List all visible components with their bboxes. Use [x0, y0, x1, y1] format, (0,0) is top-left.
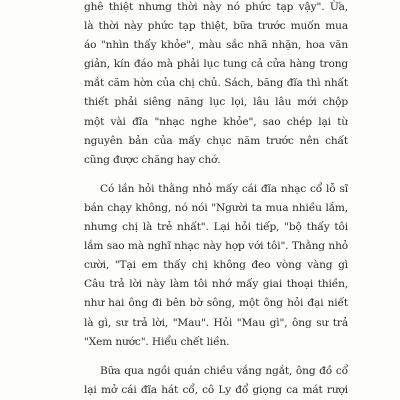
text-line: nhưng chị là trẻ nhất". Lại hỏi tiếp, "bộ thấy tôi	[84, 221, 348, 234]
text-line: là gì, sư trả lời, "Mau". Hỏi "Mau gì", ông sư trả	[84, 316, 348, 329]
text-line: ghê thiệt nhưng thời này nó phức tạp vậy". Ừa,	[84, 1, 348, 13]
text-line: một vài đĩa "nhạc nghe khỏe", sao chép lại từ	[84, 115, 348, 128]
text-line: Câu trả lời này làm tôi nhớ mấy giai thoại thiền,	[84, 278, 348, 291]
text-line-first: Có lần hỏi thằng nhỏ mấy cái đĩa nhạc cổ lỗ sĩ	[100, 182, 348, 195]
text-line-last: cũng được chăng hay chớ.	[84, 153, 221, 166]
text-line: như hai ông đi bên bờ sông, một ông hỏi đại niết	[84, 297, 348, 310]
text-line: lắm sao mà nghĩ nhạc này hợp với tôi". Thằng nhỏ	[84, 240, 348, 253]
text-line: thiết phải siêng năng lục lọi, lâu lâu mới chộp	[84, 96, 348, 109]
text-line-first: Bữa qua ngồi quán chiều vắng ngắt, ông đồ cổ	[100, 364, 348, 377]
text-line: áo "nhìn thấy khỏe", màu sắc nhã nhặn, hoa văn	[84, 39, 348, 52]
text-line: cười, "Tại em thấy chị không đeo vòng vàng gì	[84, 259, 348, 272]
text-line-last: "Xem nước". Hiểu chết liền.	[84, 335, 230, 348]
paragraph-gap	[84, 352, 348, 362]
paragraph-2	[84, 180, 348, 352]
text-line: giản, kín đáo mà phải lục tung cả cửa hàng trong	[84, 58, 348, 71]
text-line: bán chạy không, nó nói "Người ta mua nhiều lắm,	[84, 201, 348, 214]
paragraph-gap	[84, 170, 348, 180]
text-line: lại mở cái đĩa hát cổ, cô Ly đổ giọng ca mát rượi	[84, 383, 348, 396]
text-line: là thời này phức tạp thiệt, bữa trước muốn mua	[84, 20, 348, 33]
paragraph-1	[84, 0, 348, 170]
text-line: nguyên bản của mấy chục năm trước nên chất	[84, 134, 348, 147]
paragraph-3	[84, 362, 348, 400]
body-text	[84, 0, 348, 400]
text-line: mắt căm hờn của chị chủ. Sách, băng đĩa thì nhất	[84, 77, 348, 90]
